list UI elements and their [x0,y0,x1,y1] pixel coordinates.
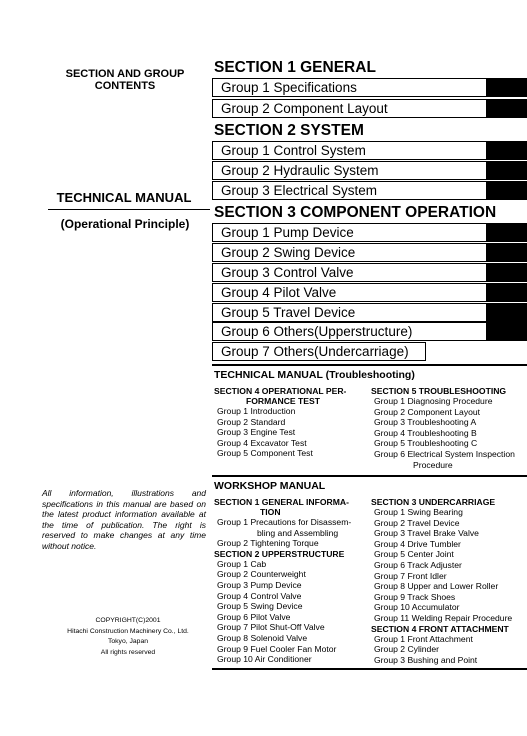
list-item: Group 3 Travel Brake Valve [374,528,479,539]
group-row[interactable] [212,243,527,262]
copyright-line: Tokyo, Japan [107,638,149,645]
manual-subtitle: (Operational Principle) [60,217,190,231]
group-row[interactable] [212,141,527,160]
section-tab [486,263,526,282]
section-tab [486,99,526,118]
section-4-block [214,386,366,459]
list-item: Group 8 Upper and Lower Roller [374,581,499,592]
workshop-manual-title: WORKSHOP MANUAL [214,480,326,492]
list-item: Group 2 Counterweight [217,569,306,580]
group-label: Group 2 Component Layout [221,101,388,116]
bottom-rule [212,668,527,670]
section-5-block [371,386,527,470]
list-item: Group 4 Control Valve [217,590,302,601]
list-item: Group 3 Troubleshooting A [374,417,477,428]
section-tab [486,141,526,160]
group-label: Group 1 Control System [221,143,366,158]
list-item: Group 7 Front Idler [374,570,447,581]
copyright-line: All rights reserved [100,648,156,656]
list-item: Group 1 Front Attachment [374,633,473,644]
list-item: Group 11 Welding Repair Procedure [374,612,513,623]
list-item: Group 8 Solenoid Valve [217,632,308,643]
list-item: Group 4 Excavator Test [217,437,307,448]
group-row[interactable] [212,181,527,200]
group-row[interactable] [212,161,527,180]
troubleshooting-manual-title: TECHNICAL MANUAL (Troubleshooting) [214,369,415,381]
group-row[interactable] [212,342,426,361]
list-item: Group 4 Troubleshooting B [374,427,477,438]
list-item: Group 6 Electrical System Inspection [374,448,515,459]
section-tab [486,243,526,262]
group-row[interactable] [212,303,527,322]
ws-right-column [371,497,527,665]
ws-section-2-heading: SECTION 2 UPPERSTRUCTURE [214,548,345,559]
list-item: Procedure [413,459,453,470]
section-1-heading: SECTION 1 GENERAL [214,59,376,76]
section-tab [486,223,526,242]
disclaimer-text: All information, illustrations and specifications in this manual are based on the latest product information available at the time of publication. The right is reserved to make changes at any time without notice. [42,488,206,551]
list-item: Group 1 Diagnosing Procedure [374,396,493,406]
list-item: Group 6 Track Adjuster [374,559,462,570]
list-item: Group 10 Air Conditioner [217,654,312,665]
list-item: Group 10 Accumulator [374,602,460,613]
group-label: Group 5 Travel Device [221,305,356,320]
list-item: Group 1 Introduction [217,406,296,416]
list-item: Group 2 Cylinder [374,644,439,655]
list-item: Group 2 Standard [217,416,286,427]
section-2-heading: SECTION 2 SYSTEM [214,122,364,139]
ws-left-column [214,497,366,665]
title-underline [48,209,210,210]
group-row[interactable] [212,78,527,97]
contents-title: SECTION AND GROUP CONTENTS [65,68,185,92]
list-item: Group 6 Pilot Valve [217,611,291,622]
list-item: Group 7 Pilot Shut-Off Valve [217,622,325,633]
list-item: Group 3 Pump Device [217,579,302,590]
group-row[interactable] [212,223,527,242]
group-row[interactable] [212,99,527,118]
group-label: Group 7 Others(Undercarriage) [221,344,409,359]
group-label: Group 3 Electrical System [221,183,378,198]
group-label: Group 1 Specifications [221,80,357,95]
copyright-line: Hitachi Construction Machinery Co., Ltd. [67,627,189,635]
group-label: Group 1 Pump Device [221,225,354,240]
group-label: Group 2 Hydraulic System [221,163,379,178]
list-item: Group 1 Swing Bearing [374,507,463,517]
list-item: Group 9 Track Shoes [374,591,456,602]
ws-section-3-heading: SECTION 3 UNDERCARRIAGE [371,497,496,507]
section-4-heading: SECTION 4 OPERATIONAL PER- [214,386,347,396]
group-label: Group 6 Others(Upperstructure) [221,324,413,339]
group-label: Group 3 Control Valve [221,265,354,280]
group-row[interactable] [212,263,527,282]
manual-separator [212,364,527,366]
list-item: Group 5 Component Test [217,448,313,459]
list-item: Group 2 Travel Device [374,517,460,528]
manual-separator [212,475,527,477]
copyright-block [30,616,226,658]
copyright-line: COPYRIGHT(C)2001 [95,617,161,624]
list-item: Group 2 Tightening Torque [217,538,319,549]
group-label: Group 4 Pilot Valve [221,285,337,300]
list-item: Group 5 Swing Device [217,601,303,612]
group-label: Group 2 Swing Device [221,245,356,260]
section-tab [486,181,526,200]
section-4-heading-cont: FORMANCE TEST [246,396,320,406]
ws-section-1-heading-cont: TION [260,507,281,517]
list-item: Group 5 Troubleshooting C [374,438,478,449]
ws-section-4-heading: SECTION 4 FRONT ATTACHMENT [371,623,509,634]
section-tab [486,322,526,341]
group-row[interactable] [212,283,527,302]
section-tab [486,78,526,97]
section-tab [486,161,526,180]
ws-section-1-heading: SECTION 1 GENERAL INFORMA- [214,497,349,507]
list-item: Group 1 Cab [217,558,267,569]
list-item: Group 2 Component Layout [374,406,481,417]
list-item: Group 5 Center Joint [374,549,454,560]
list-item: bling and Assembling [257,527,339,538]
section-5-heading: SECTION 5 TROUBLESHOOTING [371,386,507,396]
list-item: Group 1 Precautions for Disassem- [217,517,352,527]
list-item: Group 3 Bushing and Point [374,654,478,665]
section-3-heading: SECTION 3 COMPONENT OPERATION [214,204,497,221]
section-tab [486,283,526,302]
list-item: Group 3 Engine Test [217,427,296,438]
section-tab [486,303,526,322]
manual-title: TECHNICAL MANUAL [56,190,192,205]
group-row[interactable] [212,322,527,341]
list-item: Group 4 Drive Tumbler [374,538,461,549]
list-item: Group 9 Fuel Cooler Fan Motor [217,643,337,654]
